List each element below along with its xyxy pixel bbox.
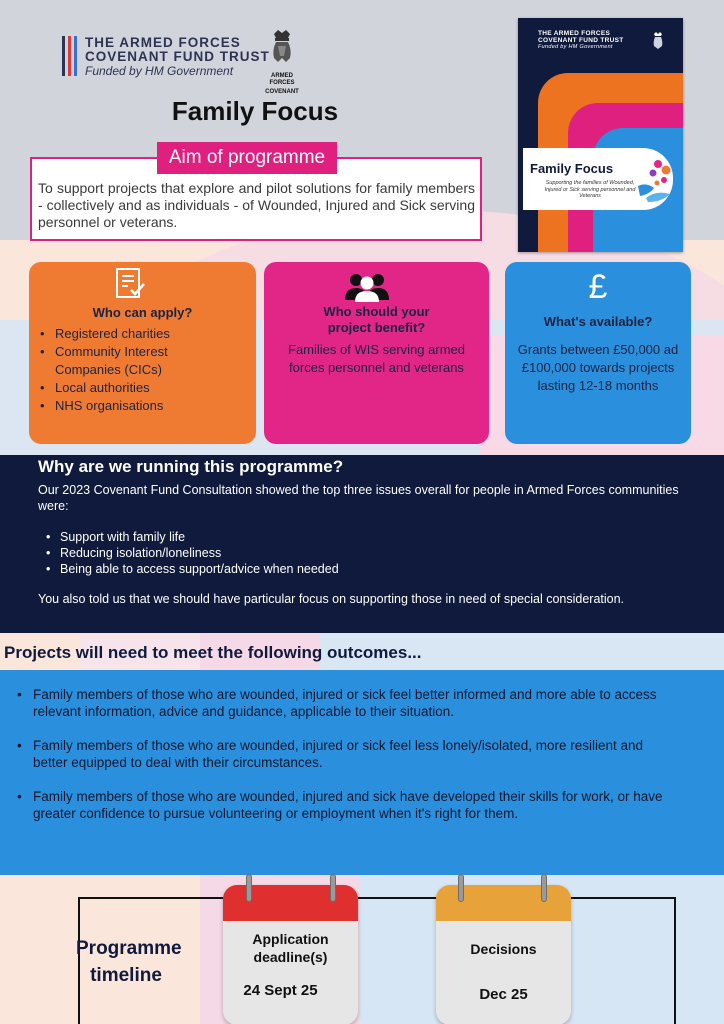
list-item: Companies (CICs)	[55, 362, 162, 377]
whats-available-body: Grants between £50,000 ad £100,000 towards projects lasting 12-18 months	[517, 342, 679, 393]
logo-line-2: COVENANT FUND TRUST	[85, 49, 270, 64]
list-item: • Support with family life	[60, 529, 339, 545]
brochure-logo-line-3: Funded by HM Government	[538, 44, 613, 50]
deadline-title-line-2: deadline(s)	[253, 949, 328, 965]
aim-label: Aim of programme	[157, 142, 337, 174]
brochure-cover	[518, 18, 683, 252]
brochure-logo-line-2: COVENANT FUND TRUST	[538, 37, 624, 44]
people-icon	[343, 272, 391, 302]
why-heading: Why are we running this programme?	[38, 457, 344, 476]
list-item: • Family members of those who are wounded, injured or sick feel less lonely/isolated, more resilient and better equipped to deal with their circumstances.	[33, 737, 663, 771]
outcomes-list	[33, 686, 663, 839]
list-item: • Family members of those who are wounded, injured or sick feel better informed and more able to access relevant information, advice and guidance, applicable to their situation.	[33, 686, 663, 720]
list-item: • Registered charities	[55, 325, 170, 343]
pound-icon: £	[588, 268, 608, 306]
deadline-title-line-1: Application	[252, 931, 329, 947]
who-should-benefit-body: Families of WIS serving armed forces personnel and veterans	[288, 342, 465, 375]
page-title: Family Focus	[171, 96, 339, 126]
timeline-label-line-2: timeline	[90, 965, 162, 986]
list-item: • NHS organisations	[55, 397, 170, 415]
timeline-label-line-1: Programme	[76, 938, 182, 959]
application-form-icon	[114, 266, 146, 300]
list-item: • Local authorities	[55, 379, 170, 397]
why-list	[60, 529, 339, 577]
heading-line-1: Who should your	[323, 304, 430, 319]
crest-icon	[266, 28, 298, 66]
brochure-hands-icon	[636, 156, 676, 204]
brochure-logo-line-1: THE ARMED FORCES	[538, 30, 611, 37]
timeline-label	[76, 935, 182, 989]
why-outro: You also told us that we should have particular focus on supporting those in need of special consideration.	[38, 592, 625, 606]
brochure-subtitle: Supporting the families of Wounded, Injured or Sick serving personnel and Veterans	[544, 180, 636, 199]
covenant-crest	[262, 28, 302, 95]
list-item: • Community Interest	[55, 343, 170, 361]
crest-label-2: COVENANT	[265, 89, 299, 95]
brochure-crest-icon	[650, 31, 666, 51]
calendar-ring	[541, 874, 547, 902]
brochure-logo	[538, 30, 624, 51]
whats-available-heading: What's available?	[543, 314, 653, 329]
who-can-apply-heading: Who can apply?	[92, 305, 193, 320]
logo-line-3: Funded by HM Government	[85, 64, 234, 78]
brochure-title: Family Focus	[530, 161, 614, 176]
aim-text: To support projects that explore and pilot solutions for family members - collectively and as individuals - of Wounded, Injured and Sick serving personnel or veterans.	[38, 180, 475, 230]
deadline-title	[223, 930, 358, 966]
logo-stripes	[62, 36, 77, 76]
calendar-ring	[330, 874, 336, 902]
who-should-benefit-heading	[264, 304, 489, 336]
who-can-apply-list	[55, 325, 170, 415]
list-item: • Being able to access support/advice when needed	[60, 561, 339, 577]
logo-line-1: THE ARMED FORCES	[85, 35, 241, 50]
list-item: • Reducing isolation/loneliness	[60, 545, 339, 561]
trust-logo	[62, 36, 270, 80]
heading-line-2: project benefit?	[327, 320, 426, 335]
why-intro: Our 2023 Covenant Fund Consultation showed the top three issues overall for people in Armed Forces communities were:	[38, 483, 679, 513]
outcomes-heading: Projects will need to meet the following outcomes...	[4, 643, 422, 662]
calendar-ring	[246, 874, 252, 902]
list-item: • Family members of those who are wounded, injured and sick have developed their skills for work, or have greater confidence to pursue volunteering or employment when it's right for them.	[33, 788, 663, 822]
decisions-date: Dec 25	[479, 986, 528, 1003]
calendar-ring	[458, 874, 464, 902]
deadline-date: 24 Sept 25	[243, 982, 318, 999]
decisions-title: Decisions	[470, 941, 537, 957]
crest-label-1: ARMED FORCES	[269, 73, 295, 86]
